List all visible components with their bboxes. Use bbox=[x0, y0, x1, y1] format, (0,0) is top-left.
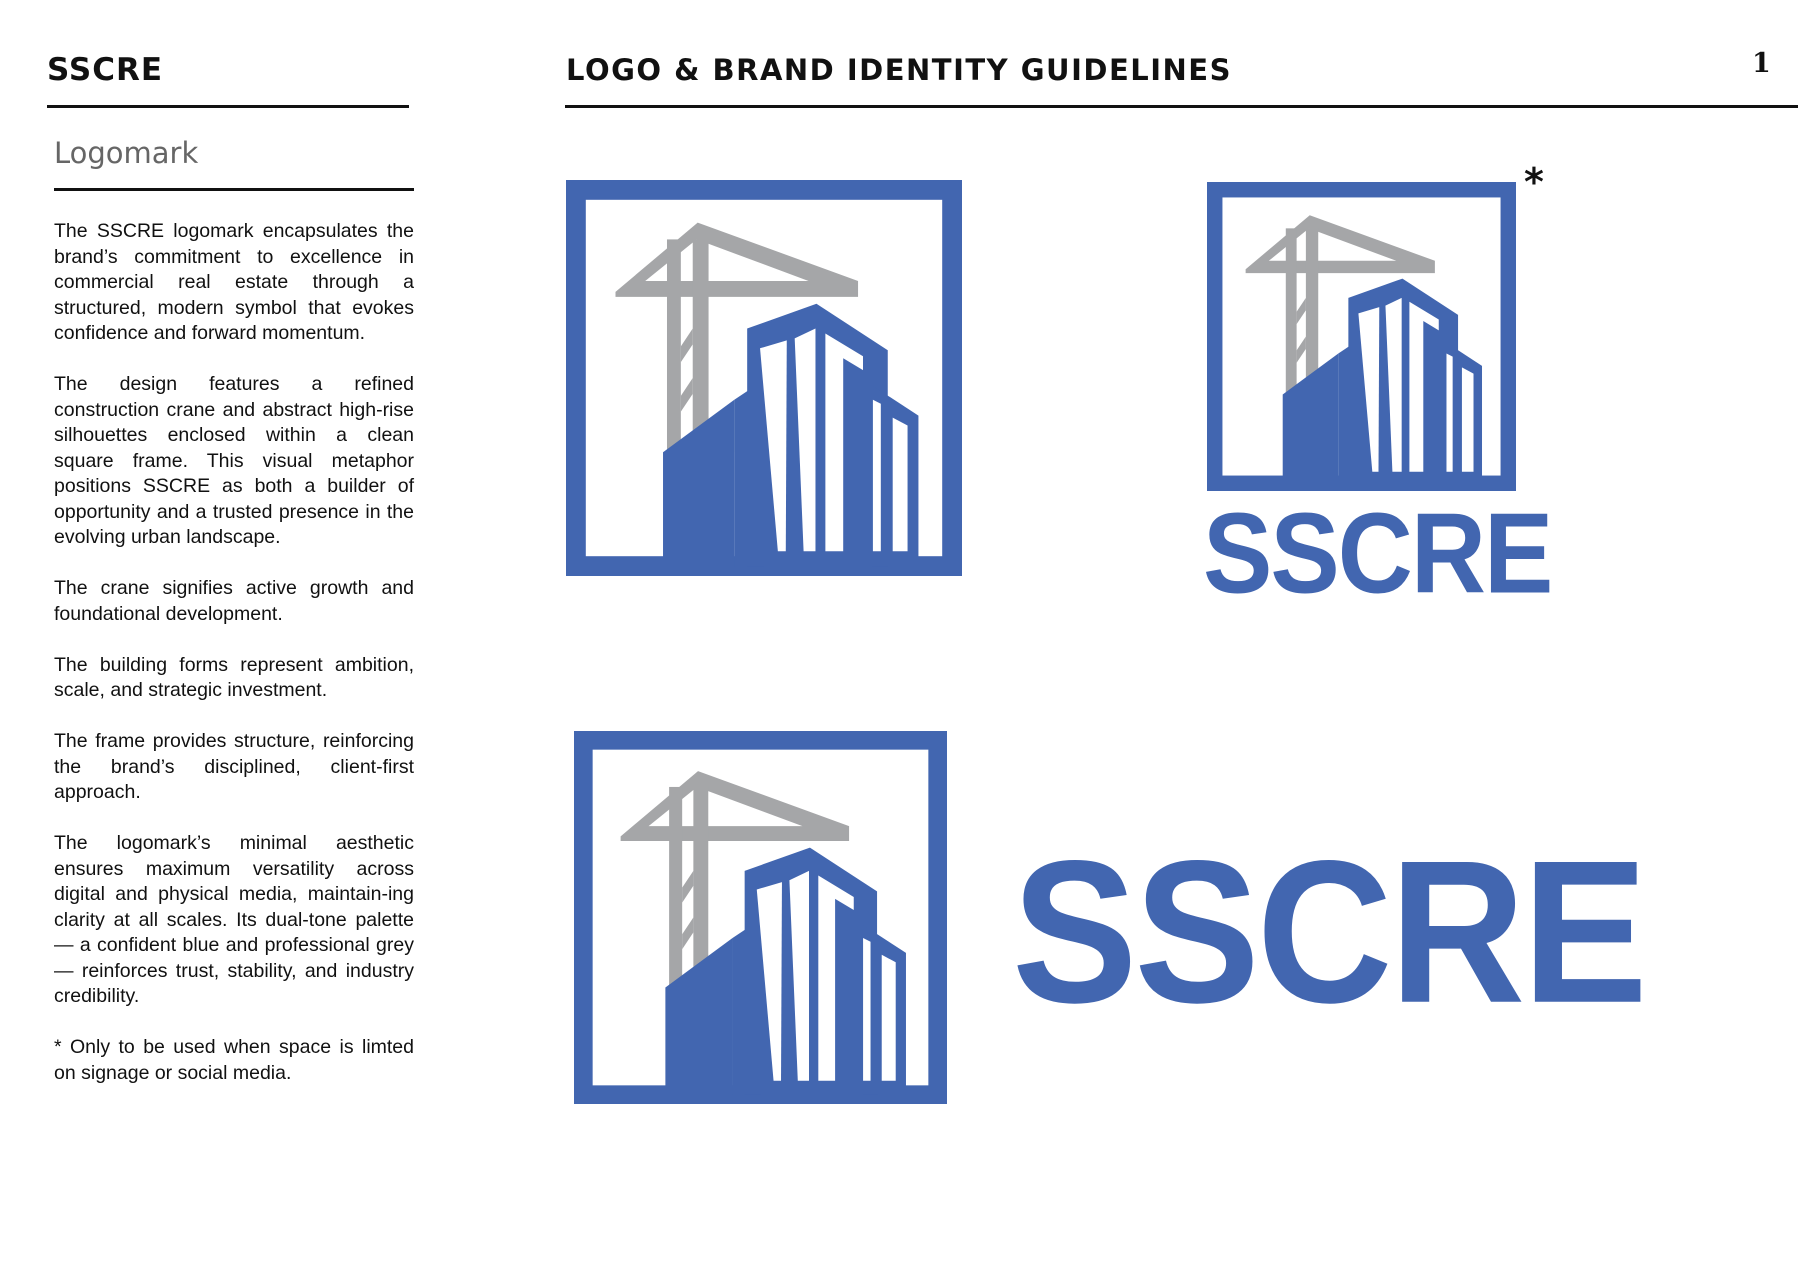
page-number: 1 bbox=[1752, 48, 1771, 79]
paragraph-frame: The frame provides structure, reinforcing the brand’s disciplined, client-first approach. bbox=[54, 730, 414, 803]
stacked-wordmark: SSCRE bbox=[1203, 490, 1552, 618]
document-title: LOGO & BRAND IDENTITY GUIDELINES bbox=[566, 53, 1233, 87]
paragraph-intro: The SSCRE logomark encapsulates the brand’s commitment to excellence in commercial real estate through a structured, modern symbol that evokes confidence and forward momentum. bbox=[54, 220, 414, 344]
section-title: Logomark bbox=[54, 136, 199, 170]
horizontal-wordmark: SSCRE bbox=[1012, 818, 1645, 1045]
asterisk-marker: * bbox=[1524, 160, 1544, 204]
paragraph-crane: The crane signifies active growth and foundational development. bbox=[54, 577, 414, 625]
stacked-logo-icon bbox=[1207, 180, 1516, 493]
paragraph-footnote: * Only to be used when space is limted on signage or social media. bbox=[54, 1036, 414, 1084]
logomark-icon bbox=[566, 178, 962, 578]
logomark-description bbox=[54, 219, 414, 1112]
title-underline bbox=[565, 105, 1798, 108]
brand-underline bbox=[47, 105, 409, 108]
paragraph-palette: The logomark’s minimal aesthetic ensures maximum versatility across digital and physical media, maintain-ing clarity at all scales. Its dual-tone palette — a confident blue and professional grey — reinforces trust, stability, and industry credibility. bbox=[54, 832, 414, 1007]
horizontal-logo-icon bbox=[574, 729, 947, 1106]
paragraph-design: The design features a refined construction crane and abstract high-rise silhouettes enclosed within a clean square frame. This visual metaphor positions SSCRE as both a builder of opportunity and a trusted presence in the evolving urban landscape. bbox=[54, 373, 414, 548]
paragraph-buildings: The building forms represent ambition, scale, and strategic investment. bbox=[54, 653, 414, 701]
brand-name: SSCRE bbox=[47, 52, 164, 88]
section-underline bbox=[54, 188, 414, 191]
